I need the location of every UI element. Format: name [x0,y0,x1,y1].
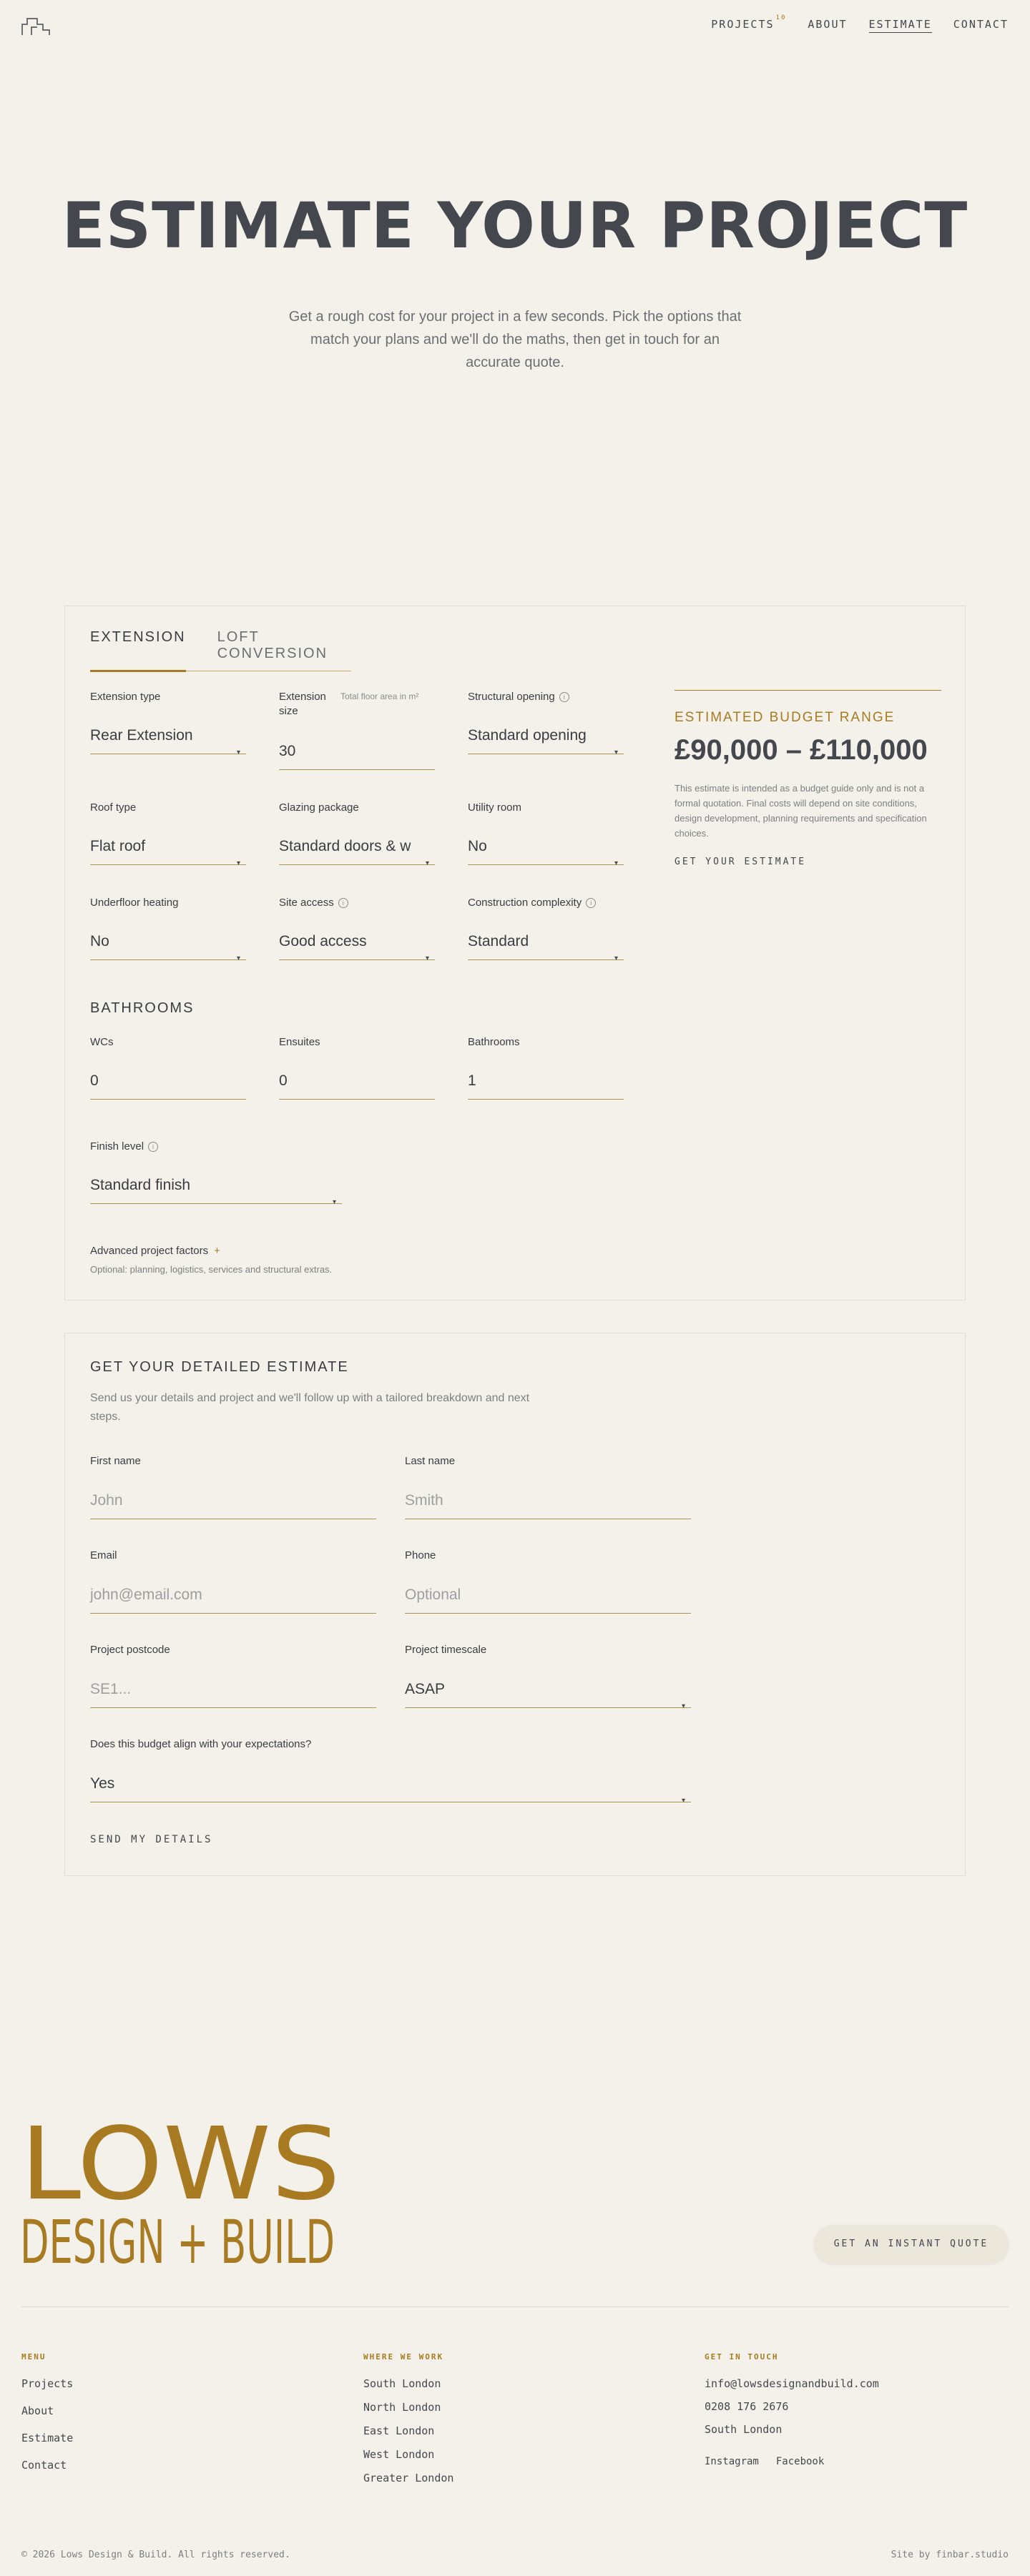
extension-type-select[interactable]: Rear Extension ▾ [90,717,246,754]
facebook-link[interactable]: Facebook [775,2456,825,2467]
finish-level-select[interactable]: Standard finish ▾ [90,1167,342,1204]
nav-contact[interactable]: CONTACT [953,18,1009,31]
estimate-disclaimer: This estimate is intended as a budget guide only and is not a formal quotation. Final costs will depend on site conditions, design development, planning requirements and specification choices. [675,783,927,839]
ensuites-field [279,1035,435,1104]
roof-type-field [90,801,246,869]
plus-icon[interactable]: + [214,1245,220,1257]
advanced-factors[interactable] [90,1245,332,1275]
info-icon[interactable]: i [559,692,569,702]
advanced-factors-sub: Optional: planning, logistics, services and structural extras. [90,1264,333,1275]
tab-extension[interactable]: EXTENSION [90,629,186,672]
chevron-down-icon: ▾ [614,859,618,867]
first-name-field [90,1455,376,1524]
brand-line-1: LOWS [20,2106,340,2223]
instagram-link[interactable]: Instagram [705,2456,759,2467]
timescale-select[interactable]: ASAP ▾ [405,1671,691,1708]
chevron-down-icon: ▾ [425,859,429,867]
field-label: Does this budget align with your expectations? [90,1738,312,1750]
field-label: Extension size [279,691,326,717]
footer-link-about[interactable]: About [21,2404,54,2417]
extension-type-field [90,690,246,759]
projects-count-badge: 10 [775,14,787,21]
underfloor-heating-select[interactable]: No ▾ [90,923,246,960]
send-details-button[interactable]: SEND MY DETAILS [90,1834,213,1845]
footer-link-estimate[interactable]: Estimate [21,2432,74,2444]
field-label: Email [90,1549,117,1561]
budget-align-select[interactable]: Yes ▾ [90,1765,691,1802]
field-label: Project postcode [90,1644,170,1656]
chevron-down-icon: ▾ [236,859,240,867]
budget-align-field [90,1738,691,1807]
field-label: Site access [279,897,334,909]
field-label: First name [90,1455,141,1467]
ensuites-input[interactable]: 0 [279,1062,435,1100]
extension-size-input[interactable]: 30 [279,733,435,770]
chevron-down-icon: ▾ [236,749,240,756]
last-name-input[interactable]: Smith [405,1482,691,1519]
nav-projects[interactable]: PROJECTS $^{10}$ [711,14,787,31]
last-name-field [405,1455,691,1524]
tab-loft-conversion[interactable]: LOFT CONVERSION [217,629,328,661]
bathrooms-field [468,1035,624,1104]
chevron-down-icon: ▾ [614,749,618,756]
first-name-input[interactable]: John [90,1482,376,1519]
site-credit-link[interactable]: Site by finbar.studio [891,2550,1009,2560]
footer-divider [21,2306,1009,2307]
chevron-down-icon: ▾ [681,1797,685,1805]
utility-room-field [468,801,624,869]
footer-contact-heading: GET IN TOUCH [705,2352,779,2362]
estimator-card [64,606,966,1301]
chevron-down-icon: ▾ [614,954,618,962]
field-label: Utility room [468,801,522,814]
field-label: Extension type [90,691,161,703]
postcode-field [90,1644,376,1712]
area-item: East London [363,2424,435,2437]
bathrooms-heading: BATHROOMS [90,1000,195,1016]
field-label: Construction complexity [468,897,582,909]
structural-opening-select[interactable]: Standard opening ▾ [468,717,624,754]
field-label: Underfloor heating [90,897,179,909]
field-label: Structural opening [468,691,555,703]
field-label: Finish level [90,1140,144,1153]
footer-where-heading: WHERE WE WORK [363,2352,444,2362]
field-hint: Total floor area in m² [340,691,419,701]
extension-size-field [279,690,435,774]
details-title: GET YOUR DETAILED ESTIMATE [90,1359,349,1375]
utility-room-select[interactable]: No ▾ [468,828,624,865]
footer-menu-heading: MENU [21,2352,46,2362]
phone-field [405,1549,691,1618]
area-item: South London [363,2377,441,2390]
details-description: Send us your details and project and we'll follow up with a tailored breakdown and next steps. [90,1392,530,1423]
chevron-down-icon: ▾ [236,954,240,962]
wcs-field [90,1035,246,1104]
email-input[interactable]: john@email.com [90,1576,376,1614]
area-item: North London [363,2401,441,2414]
bathrooms-input[interactable]: 1 [468,1062,624,1100]
chevron-down-icon: ▾ [332,1198,336,1206]
footer-link-contact[interactable]: Contact [21,2459,67,2472]
chevron-down-icon: ▾ [425,954,429,962]
info-icon[interactable]: i [148,1142,158,1152]
footer-email-link[interactable]: info@lowsdesignandbuild.com [705,2377,879,2390]
area-item: West London [363,2448,435,2461]
finish-level-field [90,1140,342,1208]
construction-complexity-select[interactable]: Standard ▾ [468,923,624,960]
field-label: Roof type [90,801,137,814]
get-estimate-button[interactable]: GET YOUR ESTIMATE [675,857,807,867]
copyright: © 2026 Lows Design & Build. All rights reserved. [21,2550,290,2560]
field-label: Project timescale [405,1644,487,1656]
field-label: Glazing package [279,801,359,814]
instant-quote-button[interactable]: GET AN INSTANT QUOTE [814,2225,1009,2264]
nav-about[interactable]: ABOUT [808,18,848,31]
field-label: Phone [405,1549,436,1561]
estimator-tabs [90,629,351,671]
advanced-factors-label: Advanced project factors [90,1245,209,1257]
page-title: ESTIMATE YOUR PROJECT [62,189,968,262]
info-icon[interactable]: i [586,898,596,908]
footer-contact [705,2352,879,2467]
chevron-down-icon: ▾ [681,1702,685,1710]
field-label: Bathrooms [468,1036,520,1048]
wcs-input[interactable]: 0 [90,1062,246,1100]
estimate-panel [675,690,941,867]
timescale-field [405,1644,691,1712]
postcode-input[interactable]: SE1... [90,1671,376,1708]
footer-menu [21,2352,73,2472]
brand-logo [20,2106,349,2277]
glazing-package-field [279,801,435,869]
site-access-select[interactable]: Good access ▾ [279,923,435,960]
footer-phone-link[interactable]: 0208 176 2676 [705,2400,789,2413]
footer-location: South London [705,2423,783,2436]
structural-opening-field [468,690,624,759]
phone-input[interactable]: Optional [405,1576,691,1614]
field-label: Ensuites [279,1036,320,1048]
underfloor-heating-field [90,896,246,964]
field-label: Last name [405,1455,456,1467]
area-item: Greater London [363,2472,454,2484]
field-label: WCs [90,1036,114,1048]
footer-link-projects[interactable]: Projects [21,2377,74,2390]
nav-estimate[interactable]: ESTIMATE [869,18,932,33]
site-access-field [279,896,435,964]
logo-icon[interactable] [21,16,50,36]
construction-complexity-field [468,896,624,964]
estimate-heading: ESTIMATED BUDGET RANGE [675,710,896,725]
estimate-value: £90,000 – £110,000 [675,734,928,766]
glazing-package-select[interactable]: Standard doors & w ▾ [279,828,435,865]
info-icon[interactable]: i [338,898,348,908]
hero-subtitle: Get a rough cost for your project in a few seconds. Pick the options that match your plans and we'll do the maths, then get in touch for an accurate quote. [288,309,742,370]
details-card [64,1333,966,1876]
email-field [90,1549,376,1618]
footer-where [363,2352,453,2484]
brand-line-2: DESIGN + BUILD [20,2207,335,2277]
top-nav [0,0,1030,51]
roof-type-select[interactable]: Flat roof ▾ [90,828,246,865]
